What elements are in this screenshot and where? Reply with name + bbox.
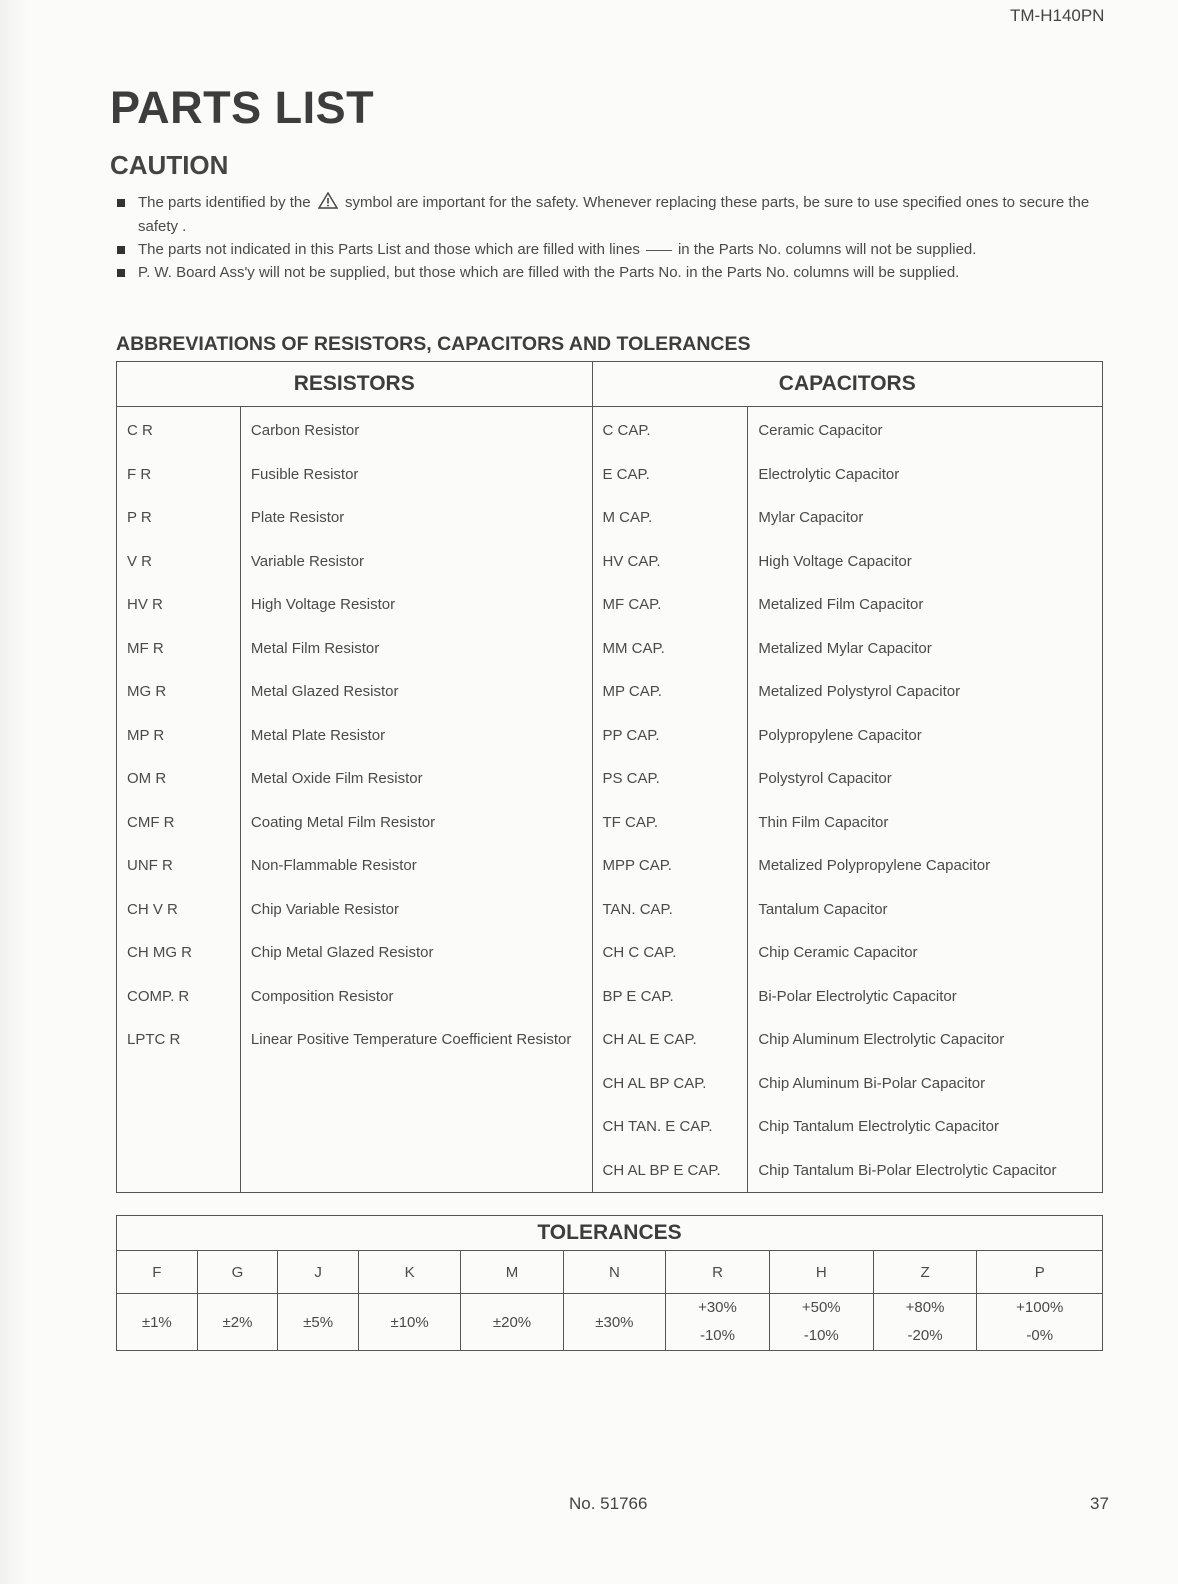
capacitor-name: Electrolytic Capacitor — [748, 453, 1103, 497]
tolerance-value: ±10% — [358, 1294, 460, 1351]
resistor-abbr: CH MG R — [117, 931, 241, 975]
abbreviation-row — [117, 1105, 1103, 1149]
tolerances-table — [116, 1215, 1103, 1351]
resistor-name: Carbon Resistor — [240, 407, 592, 453]
resistor-abbr: OM R — [117, 757, 241, 801]
caution-note — [117, 262, 1117, 284]
note-text: P. W. Board Ass'y will not be supplied, but those which are filled with the Parts No. in the Parts No. columns will be supplied. — [138, 264, 960, 281]
warning-triangle-icon — [318, 192, 338, 216]
abbreviation-row — [117, 975, 1103, 1019]
abbreviation-row — [117, 801, 1103, 845]
capacitor-name: Metalized Polypropylene Capacitor — [748, 844, 1103, 888]
abbreviation-row — [117, 757, 1103, 801]
note-text: The parts not indicated in this Parts List and those which are filled with lines — [138, 241, 640, 258]
capacitor-abbr: E CAP. — [592, 453, 748, 497]
tolerance-code: P — [977, 1251, 1103, 1294]
abbreviation-row — [117, 583, 1103, 627]
abbreviation-row — [117, 627, 1103, 671]
resistor-name — [240, 1149, 592, 1193]
resistor-abbr: F R — [117, 453, 241, 497]
capacitor-name: Metalized Polystyrol Capacitor — [748, 670, 1103, 714]
resistor-name: Metal Plate Resistor — [240, 714, 592, 758]
tolerance-code: N — [563, 1251, 665, 1294]
tolerance-lower: -20% — [907, 1327, 943, 1344]
note-text: The parts identified by the — [138, 194, 311, 211]
resistor-abbr: V R — [117, 540, 241, 584]
tolerance-upper: +100% — [1016, 1299, 1064, 1316]
note-text: symbol are important for the safety. Whenever replacing these parts, be sure to use specified ones to secure the safety . — [138, 194, 1090, 235]
resistor-name: Non-Flammable Resistor — [240, 844, 592, 888]
resistor-name: Metal Oxide Film Resistor — [240, 757, 592, 801]
abbreviations-body — [117, 407, 1103, 1193]
resistor-name: Linear Positive Temperature Coefficient Resistor — [240, 1018, 592, 1062]
resistor-name: Fusible Resistor — [240, 453, 592, 497]
capacitor-name: Ceramic Capacitor — [748, 407, 1103, 453]
caution-note — [117, 239, 1117, 261]
tolerance-value: ±5% — [278, 1294, 359, 1351]
capacitor-name: Chip Tantalum Bi-Polar Electrolytic Capacitor — [748, 1149, 1103, 1193]
capacitor-name: High Voltage Capacitor — [748, 540, 1103, 584]
tolerance-value — [977, 1294, 1103, 1351]
document-number: No. 51766 — [569, 1494, 648, 1513]
abbreviation-row — [117, 888, 1103, 932]
resistor-name: Metal Glazed Resistor — [240, 670, 592, 714]
capacitor-name: Bi-Polar Electrolytic Capacitor — [748, 975, 1103, 1019]
capacitor-abbr: TF CAP. — [592, 801, 748, 845]
capacitor-name: Chip Aluminum Bi-Polar Capacitor — [748, 1062, 1103, 1106]
abbreviations-table — [116, 361, 1103, 1193]
capacitor-name: Chip Aluminum Electrolytic Capacitor — [748, 1018, 1103, 1062]
resistor-name: Chip Metal Glazed Resistor — [240, 931, 592, 975]
capacitor-abbr: CH AL BP E CAP. — [592, 1149, 748, 1193]
capacitor-name: Thin Film Capacitor — [748, 801, 1103, 845]
capacitor-abbr: MM CAP. — [592, 627, 748, 671]
capacitor-abbr: MF CAP. — [592, 583, 748, 627]
capacitor-abbr: HV CAP. — [592, 540, 748, 584]
resistor-name — [240, 1105, 592, 1149]
capacitor-abbr: CH AL BP CAP. — [592, 1062, 748, 1106]
capacitor-abbr: MPP CAP. — [592, 844, 748, 888]
abbreviation-row — [117, 1149, 1103, 1193]
model-number: TM-H140PN — [1010, 6, 1105, 25]
tolerance-value: ±2% — [197, 1294, 278, 1351]
capacitor-abbr: BP E CAP. — [592, 975, 748, 1019]
tolerance-upper: +80% — [905, 1299, 945, 1316]
tolerance-value — [769, 1294, 873, 1351]
tolerance-codes-row — [117, 1251, 1103, 1294]
resistor-name: Plate Resistor — [240, 496, 592, 540]
capacitor-abbr: MP CAP. — [592, 670, 748, 714]
resistor-abbr: MF R — [117, 627, 241, 671]
capacitor-abbr: CH C CAP. — [592, 931, 748, 975]
resistor-abbr: P R — [117, 496, 241, 540]
capacitor-abbr: C CAP. — [592, 407, 748, 453]
resistor-name: Coating Metal Film Resistor — [240, 801, 592, 845]
abbreviation-row — [117, 453, 1103, 497]
resistor-abbr: MG R — [117, 670, 241, 714]
resistor-abbr: MP R — [117, 714, 241, 758]
capacitor-abbr: CH TAN. E CAP. — [592, 1105, 748, 1149]
caution-heading: CAUTION — [110, 150, 229, 180]
capacitor-abbr: TAN. CAP. — [592, 888, 748, 932]
abbreviation-row — [117, 844, 1103, 888]
capacitor-abbr: M CAP. — [592, 496, 748, 540]
capacitor-name: Mylar Capacitor — [748, 496, 1103, 540]
capacitor-name: Tantalum Capacitor — [748, 888, 1103, 932]
tolerance-values-row — [117, 1294, 1103, 1351]
resistor-abbr: CH V R — [117, 888, 241, 932]
tolerance-lower: -0% — [1026, 1327, 1054, 1344]
tolerance-value — [873, 1294, 977, 1351]
tolerance-code: K — [358, 1251, 460, 1294]
abbreviation-row — [117, 1062, 1103, 1106]
capacitor-name: Chip Ceramic Capacitor — [748, 931, 1103, 975]
capacitor-abbr: PP CAP. — [592, 714, 748, 758]
resistor-name: Variable Resistor — [240, 540, 592, 584]
resistor-abbr: HV R — [117, 583, 241, 627]
page-number: 37 — [1090, 1494, 1109, 1513]
resistors-header: RESISTORS — [117, 362, 593, 407]
bullet-square-icon — [117, 269, 125, 277]
abbreviation-row — [117, 407, 1103, 453]
resistor-abbr — [117, 1062, 241, 1106]
caution-note — [117, 192, 1117, 238]
resistor-name: Metal Film Resistor — [240, 627, 592, 671]
capacitor-name: Polystyrol Capacitor — [748, 757, 1103, 801]
resistor-name — [240, 1062, 592, 1106]
tolerance-lower: -10% — [803, 1327, 839, 1344]
capacitor-name: Metalized Film Capacitor — [748, 583, 1103, 627]
tolerance-value: ±20% — [461, 1294, 563, 1351]
resistor-abbr: CMF R — [117, 801, 241, 845]
capacitor-name: Chip Tantalum Electrolytic Capacitor — [748, 1105, 1103, 1149]
tolerance-lower: -10% — [699, 1327, 735, 1344]
resistor-name: Chip Variable Resistor — [240, 888, 592, 932]
tolerance-code: R — [666, 1251, 770, 1294]
resistor-abbr: C R — [117, 407, 241, 453]
capacitor-abbr: PS CAP. — [592, 757, 748, 801]
bullet-square-icon — [117, 199, 125, 207]
abbreviation-row — [117, 496, 1103, 540]
abbreviation-row — [117, 714, 1103, 758]
tolerance-code: H — [769, 1251, 873, 1294]
tolerance-code: Z — [873, 1251, 977, 1294]
tolerance-value — [666, 1294, 770, 1351]
capacitor-abbr: CH AL E CAP. — [592, 1018, 748, 1062]
resistor-abbr — [117, 1149, 241, 1193]
resistor-name: High Voltage Resistor — [240, 583, 592, 627]
resistor-abbr — [117, 1105, 241, 1149]
tolerance-code: J — [278, 1251, 359, 1294]
page-title: PARTS LIST — [110, 82, 375, 133]
abbreviation-row — [117, 1018, 1103, 1062]
tolerance-code: F — [117, 1251, 198, 1294]
abbreviation-row — [117, 670, 1103, 714]
dash-line — [646, 250, 672, 251]
capacitor-name: Polypropylene Capacitor — [748, 714, 1103, 758]
tolerance-upper: +30% — [698, 1299, 737, 1316]
resistor-abbr: COMP. R — [117, 975, 241, 1019]
tolerance-code: G — [197, 1251, 278, 1294]
tolerance-upper: +50% — [801, 1299, 841, 1316]
tolerances-header: TOLERANCES — [117, 1216, 1103, 1251]
tolerance-value: ±30% — [563, 1294, 665, 1351]
resistor-name: Composition Resistor — [240, 975, 592, 1019]
bullet-square-icon — [117, 246, 125, 254]
capacitor-name: Metalized Mylar Capacitor — [748, 627, 1103, 671]
tolerance-code: M — [461, 1251, 563, 1294]
abbreviation-row — [117, 540, 1103, 584]
scan-shadow — [0, 0, 28, 1584]
resistor-abbr: UNF R — [117, 844, 241, 888]
resistor-abbr: LPTC R — [117, 1018, 241, 1062]
capacitors-header: CAPACITORS — [592, 362, 1103, 407]
abbreviation-row — [117, 931, 1103, 975]
tolerance-value: ±1% — [117, 1294, 198, 1351]
abbreviations-heading: ABBREVIATIONS OF RESISTORS, CAPACITORS AND TOLERANCES — [116, 333, 751, 355]
caution-notes — [117, 192, 1117, 285]
note-text: in the Parts No. columns will not be supplied. — [677, 241, 977, 258]
